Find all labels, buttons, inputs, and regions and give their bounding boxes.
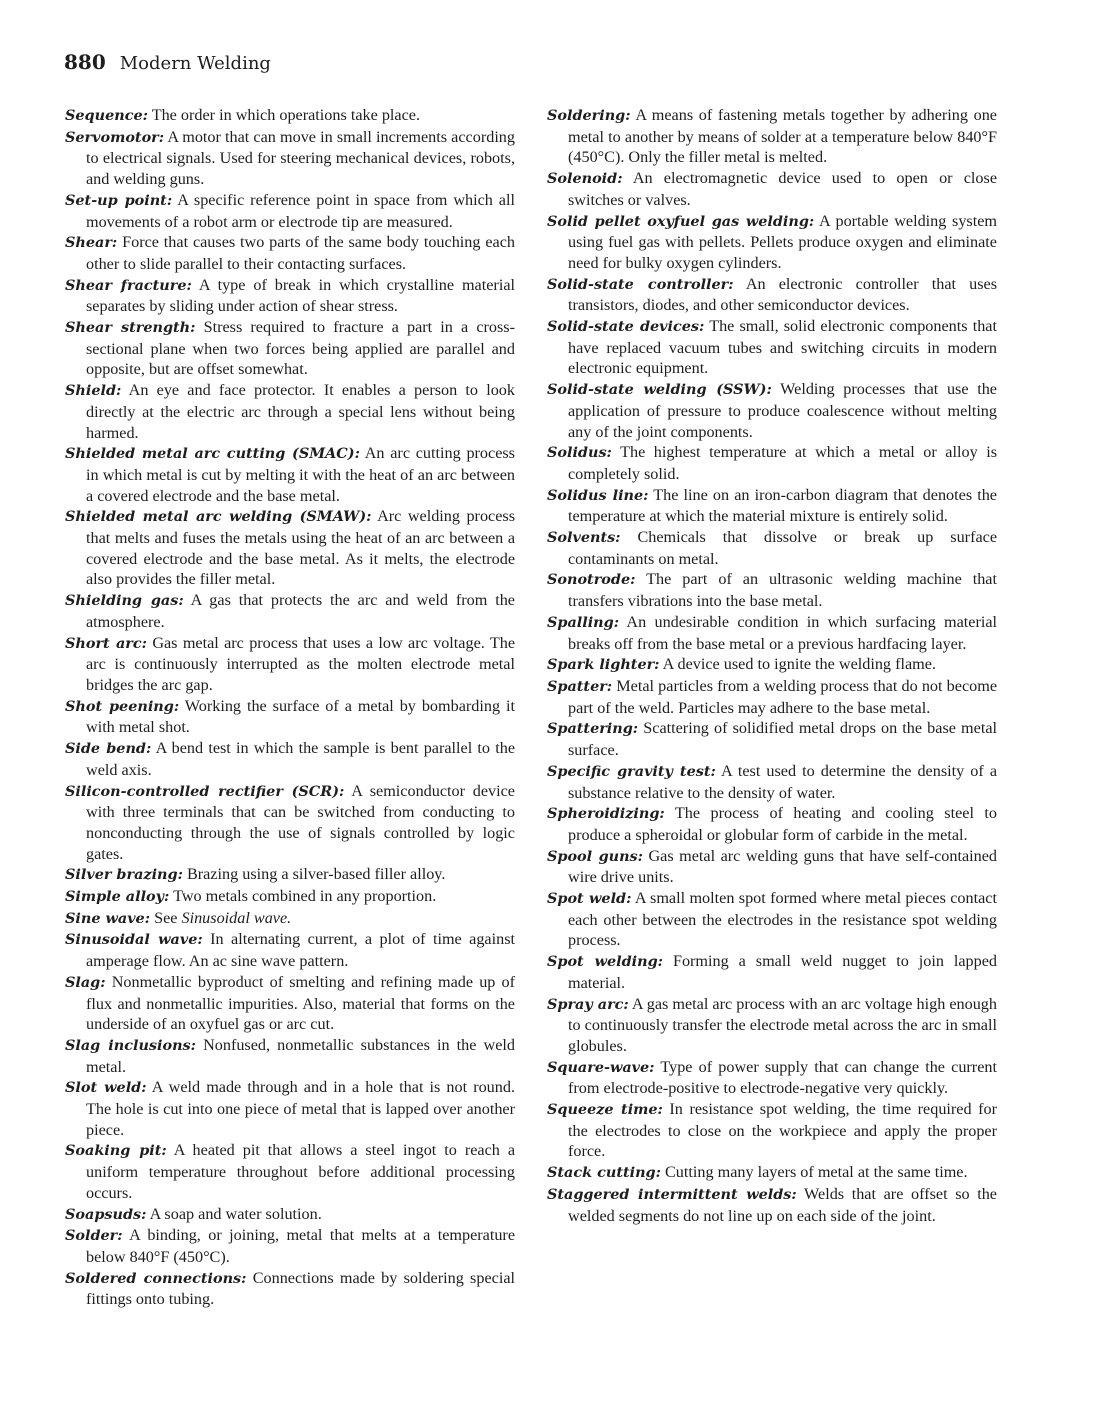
glossary-definition: A gas metal arc process with an arc voltage high enough to continuously transfer the electrode metal across the arc in small globules. [568, 994, 997, 1055]
glossary-entry [547, 168, 997, 210]
glossary-term: Soaking pit: [65, 1142, 167, 1160]
glossary-definition: A specific reference point in space from which all movements of a robot arm or electrode tip are measured. [86, 190, 515, 231]
glossary-entry [547, 1162, 997, 1184]
glossary-term: Shear fracture: [65, 276, 192, 294]
glossary-term: Stack cutting: [547, 1164, 661, 1182]
glossary-term: Sine wave: [65, 909, 151, 927]
glossary-definition: Nonmetallic byproduct of smelting and refining made up of flux and nonmetallic impurities. Also, material that forms on the underside of an oxyfuel gas or arc cut. [86, 972, 516, 1034]
glossary-definition: Stress required to fracture a part in a cross-sectional plane when two forces being applied are parallel and opposite, but are offset somewhat. [86, 318, 515, 379]
glossary-definition: The line on an iron-carbon diagram that denotes the temperature at which the material mixture is entirely solid. [568, 485, 997, 526]
glossary-entry [65, 590, 515, 632]
glossary-definition: See [154, 908, 178, 927]
glossary-term: Shear: [65, 234, 118, 252]
glossary-definition: A portable welding system using fuel gas with pellets. Pellets produce oxygen and eliminate need for bulky oxygen cylinders. [568, 211, 997, 272]
glossary-term: Solid-state devices: [547, 318, 705, 336]
glossary-entry [65, 380, 515, 443]
glossary-term: Short arc: [65, 634, 147, 652]
glossary-term: Soapsuds: [65, 1205, 147, 1223]
glossary-definition: Scattering of solidified metal drops on the base metal surface. [568, 719, 998, 760]
glossary-definition: A small molten spot formed where metal pieces contact each other between the electrodes in the resistance spot welding process. [568, 889, 997, 950]
glossary-term: Spot welding: [547, 953, 663, 971]
glossary-definition: The small, solid electronic components that have replaced vacuum tubes and switching circuits in modern electronic equipment. [568, 317, 997, 378]
glossary-definition: A soap and water solution. [149, 1204, 322, 1223]
glossary-definition: An electronic controller that uses transistors, diodes, and other semiconductor devices. [568, 274, 998, 315]
running-head [64, 50, 271, 80]
glossary-term: Spheroidizing: [547, 805, 665, 823]
glossary-entry [547, 485, 997, 527]
glossary-term: Slag inclusions: [65, 1036, 196, 1054]
glossary-entry [65, 1140, 515, 1203]
glossary-term: Slot weld: [65, 1079, 147, 1097]
glossary-entry [65, 1268, 515, 1310]
glossary-term: Shot peening: [65, 697, 180, 715]
glossary-definition: Gas metal arc process that uses a low arc voltage. The arc is continuously interrupted as the molten electrode metal bridges the arc gap. [86, 633, 515, 694]
glossary-entry [547, 1099, 997, 1162]
glossary-term: Spalling: [547, 613, 620, 631]
glossary-definition: Welding processes that use the application of pressure to produce coalescence without melting any of the joint components. [568, 380, 997, 441]
glossary-entry [65, 1204, 515, 1226]
glossary-definition: A means of fastening metals together by adhering one metal to another by means of solder at a temperature below 840°F (450°C). Only the filler metal is melted. [568, 106, 997, 167]
glossary-entry [65, 886, 515, 908]
glossary-definition: In resistance spot welding, the time required for the electrodes to close on the workpiece and apply the proper force. [568, 1100, 997, 1161]
glossary-term: Solid pellet oxyfuel gas welding: [547, 212, 815, 230]
glossary-definition: A gas that protects the arc and weld from the atmosphere. [86, 591, 515, 631]
glossary-definition: An arc cutting process in which metal is cut by melting it with the heat of an arc between a covered electrode and the base metal. [86, 444, 515, 505]
glossary-definition: Cutting many layers of metal at the same time. [664, 1163, 968, 1182]
glossary-entry [547, 803, 997, 845]
glossary-term: Solvents: [547, 529, 621, 547]
glossary-term: Shield: [65, 382, 122, 400]
glossary-entry [547, 1057, 997, 1099]
glossary-entry [65, 275, 515, 317]
glossary-entry [65, 864, 515, 886]
glossary-entry [547, 569, 997, 611]
glossary-term: Squeeze time: [547, 1101, 663, 1119]
glossary-entry [547, 379, 997, 442]
glossary-entry [65, 105, 515, 127]
glossary-entry [547, 994, 997, 1057]
glossary-term: Silver brazing: [65, 866, 183, 884]
glossary-entry [547, 1184, 997, 1226]
glossary-definition: A device used to ignite the welding flame. [662, 655, 936, 674]
glossary-term: Spot weld: [547, 890, 632, 908]
glossary-definition: A bend test in which the sample is bent parallel to the weld axis. [86, 739, 515, 779]
glossary-entry [65, 127, 515, 190]
glossary-entry [65, 781, 515, 865]
glossary-term: Specific gravity test: [547, 762, 716, 780]
glossary-entry [65, 696, 515, 738]
glossary-entry [65, 738, 515, 780]
glossary-term: Solenoid: [547, 170, 623, 188]
glossary-term: Solid-state welding (SSW): [547, 381, 772, 399]
glossary-entry [547, 888, 997, 951]
glossary-entry [547, 676, 997, 718]
glossary-entry [547, 612, 997, 654]
glossary-term: Spattering: [547, 720, 639, 738]
glossary-definition: Working the surface of a metal by bombarding it with metal shot. [86, 696, 515, 737]
glossary-definition: Connections made by soldering special fittings onto tubing. [86, 1268, 515, 1309]
glossary-definition: A heated pit that allows a steel ingot to reach a uniform temperature throughout before additional processing occurs. [86, 1141, 516, 1202]
glossary-entry [65, 317, 515, 380]
glossary-definition: An undesirable condition in which surfacing material breaks off from the base metal or a previous hardfacing layer. [568, 612, 998, 653]
glossary-term: Servomotor: [65, 128, 165, 146]
glossary-definition: The part of an ultrasonic welding machine that transfers vibrations into the base metal. [568, 570, 997, 611]
glossary-term: Sinusoidal wave: [65, 931, 203, 949]
glossary-entry [65, 190, 515, 232]
glossary-term: Solder: [65, 1227, 123, 1245]
glossary-definition: The order in which operations take place. [151, 106, 421, 124]
glossary-entry [547, 274, 997, 316]
glossary-definition: Chemicals that dissolve or break up surface contaminants on metal. [568, 528, 998, 568]
glossary-definition: A binding, or joining, metal that melts at a temperature below 840°F (450°C). [86, 1226, 516, 1266]
book-title: Modern Welding [119, 53, 271, 74]
glossary-definition: A test used to determine the density of a substance relative to the density of water. [568, 761, 998, 802]
glossary-definition: Metal particles from a welding process that do not become part of the weld. Particles may adhere to the base metal. [568, 676, 998, 717]
page-number: 880 [64, 50, 106, 74]
glossary-term: Spark lighter: [547, 656, 660, 674]
glossary-entry [547, 105, 997, 168]
glossary-entry [65, 929, 515, 971]
glossary-term: Shear strength: [65, 319, 196, 337]
glossary-term: Sonotrode: [547, 571, 636, 589]
glossary-entry [65, 1225, 515, 1267]
glossary-entry [547, 316, 997, 379]
glossary-cross-reference: Sinusoidal wave. [181, 908, 292, 927]
glossary-term: Spatter: [547, 677, 613, 695]
glossary-term: Sequence: [65, 107, 148, 124]
glossary-term: Soldered connections: [65, 1269, 247, 1287]
glossary-entry [65, 633, 515, 696]
glossary-definition: Force that causes two parts of the same body touching each other to slide parallel to their contacting surfaces. [86, 233, 515, 273]
glossary-definition: A type of break in which crystalline material separates by sliding under action of shear stress. [86, 275, 515, 316]
glossary-term: Set-up point: [65, 191, 173, 209]
glossary-definition: Forming a small weld nugget to join lapped material. [568, 952, 997, 992]
glossary-entry [547, 951, 997, 993]
glossary-definition: A motor that can move in small increments according to electrical signals. Used for steering mechanical devices, robots, and welding guns. [86, 127, 515, 189]
glossary-entry [65, 1077, 515, 1140]
glossary-definition: An electromagnetic device used to open or close switches or valves. [568, 169, 997, 209]
glossary-entry [547, 654, 997, 676]
glossary-definition: Brazing using a silver-based filler alloy. [186, 865, 446, 884]
glossary-entry [547, 846, 997, 888]
glossary-column-right [547, 105, 997, 1226]
glossary-term: Square-wave: [547, 1058, 655, 1076]
glossary-entry [65, 1035, 515, 1077]
glossary-term: Simple alloy: [65, 888, 170, 906]
glossary-term: Spool guns: [547, 847, 643, 865]
glossary-entry [65, 972, 515, 1035]
glossary-definition: Nonfused, nonmetallic substances in the weld metal. [86, 1035, 515, 1076]
glossary-definition: Arc welding process that melts and fuses the metals using the heat of an arc between a covered electrode and the base metal. As it melts, the electrode also provides the filler metal. [86, 507, 516, 589]
glossary-term: Side bend: [65, 740, 152, 758]
glossary-definition: A weld made through and in a hole that is not round. The hole is cut into one piece of metal that is lapped over another piece. [86, 1078, 516, 1139]
glossary-entry [547, 442, 997, 484]
glossary-definition: The highest temperature at which a metal or alloy is completely solid. [568, 443, 997, 483]
glossary-term: Shielded metal arc welding (SMAW): [65, 508, 372, 526]
glossary-term: Solidus line: [547, 486, 649, 504]
glossary-definition: Two metals combined in any proportion. [173, 887, 437, 906]
glossary-term: Spray arc: [547, 995, 629, 1013]
glossary-definition: An eye and face protector. It enables a person to look directly at the electric arc through a special lens without being harmed. [86, 381, 515, 442]
glossary-entry [65, 506, 515, 590]
glossary-term: Soldering: [547, 107, 631, 124]
glossary-definition: A semiconductor device with three terminals that can be switched from conducting to nonconducting through the use of signals controlled by logic gates. [86, 781, 515, 863]
glossary-definition: Type of power supply that can change the current from electrode-positive to electrode-negative very quickly. [568, 1057, 997, 1098]
glossary-entry [65, 908, 515, 930]
glossary-term: Solid-state controller: [547, 275, 734, 293]
glossary-entry [547, 718, 997, 760]
glossary-entry [547, 761, 997, 803]
glossary-term: Staggered intermittent welds: [547, 1185, 797, 1203]
glossary-definition: Gas metal arc welding guns that have self-contained wire drive units. [568, 846, 998, 887]
glossary-column-left [65, 105, 515, 1310]
glossary-term: Shielding gas: [65, 592, 184, 610]
glossary-entry [65, 443, 515, 506]
glossary-entry [547, 527, 997, 569]
glossary-term: Shielded metal arc cutting (SMAC): [65, 445, 360, 463]
glossary-definition: Welds that are offset so the welded segments do not line up on each side of the joint. [568, 1184, 997, 1225]
glossary-term: Solidus: [547, 444, 612, 462]
glossary-definition: The process of heating and cooling steel to produce a spheroidal or globular form of carbide in the metal. [568, 804, 997, 844]
glossary-definition: In alternating current, a plot of time against amperage flow. An ac sine wave pattern. [86, 930, 516, 971]
glossary-entry [547, 211, 997, 274]
glossary-entry [65, 232, 515, 274]
glossary-term: Slag: [65, 973, 106, 991]
glossary-term: Silicon-controlled rectifier (SCR): [65, 782, 345, 800]
